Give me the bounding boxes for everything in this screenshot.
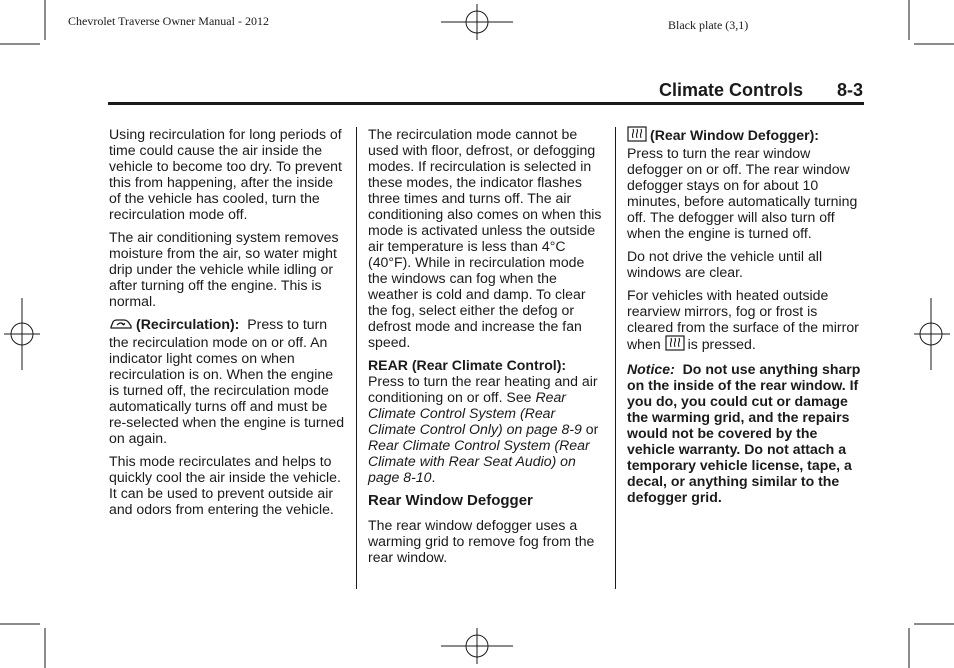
paragraph: [109, 316, 346, 446]
section-heading: Rear Window Defogger: [368, 492, 533, 509]
cross-reference-link[interactable]: Rear Climate Control System (Rear Climate Control Only) on page 8-9: [368, 389, 582, 437]
paragraph: The rear window defogger uses a warming grid to remove fog from the rear window.: [368, 517, 595, 565]
paragraph: The recirculation mode cannot be used with floor, defrost, or defogging modes. If recirculation is selected in these modes, the indicator flashes three times and turns off. The air conditioning also comes on when this mode is activated unless the outside air temperature is less than 4°C (40°F). While in recirculation mode the windows can fog when the weather is cold and damp. To clear the fog, select either the defog or defrost mode and increase the fan speed.: [368, 126, 602, 350]
column-divider: [615, 127, 616, 589]
registration-mark-bottom: [441, 628, 513, 664]
cross-reference-link[interactable]: Rear Climate Control System (Rear Climate with Rear Seat Audio) on page 8-10: [368, 437, 590, 485]
column-1: [109, 126, 346, 524]
page-number: 8-3: [837, 80, 864, 100]
paragraph: The air conditioning system removes moisture from the air, so water might drip under the vehicle while idling or after turning off the engine. This is normal.: [109, 229, 339, 309]
column-divider: [356, 127, 357, 589]
defogger-text: Press to turn the rear window defogger on or off. The rear window defogger stays on for about 10 minutes, before automatically turning off. The defogger will also turn off when the engine is turned off.: [627, 145, 858, 241]
rear-text: Press to turn the rear heating and air conditioning on or off. See: [368, 373, 598, 405]
column-2: [368, 126, 606, 572]
notice-text: Do not use anything sharp on the inside of the rear window. If you do, you could cut or damage the warming grid, and the repairs would not be covered by the vehicle warranty. Do not attach a temporary vehicle license, tape, a decal, or anything similar to the defogger grid.: [627, 361, 861, 505]
header-rule: [108, 102, 864, 105]
mirror-text: For vehicles with heated outside rearview mirrors, fog or frost is cleared from the surface of the mirror when: [627, 287, 859, 352]
section-title: Climate Controls: [659, 80, 804, 100]
defogger-label: (Rear Window Defogger):: [650, 127, 819, 143]
mirror-text-end: is pressed.: [687, 336, 756, 352]
plate-label: Black plate (3,1): [668, 18, 749, 32]
registration-mark-right: [914, 298, 950, 370]
notice-label: Notice:: [627, 361, 675, 377]
paragraph: Do not drive the vehicle until all windows are clear.: [627, 248, 823, 280]
paragraph: This mode recirculates and helps to quickly cool the air inside the vehicle. It can be used to prevent outside air and odors from entering the vehicle.: [109, 453, 341, 517]
manual-title: Chevrolet Traverse Owner Manual - 2012: [68, 14, 269, 28]
recirculation-icon: [109, 317, 133, 334]
recirculation-label: (Recirculation):: [136, 316, 240, 332]
paragraph: Using recirculation for long periods of time could cause the air inside the vehicle to become too dry. To prevent this from happening, after the inside of the vehicle has cooled, turn the recirculation mode off.: [109, 126, 342, 222]
registration-mark-top: [441, 4, 513, 40]
column-3: [627, 126, 864, 512]
registration-mark-left: [4, 298, 40, 370]
recirculation-text: Press to turn the recirculation mode on or off. An indicator light comes on when recirculation is on. When the engine is turned off, the recirculation mode automatically turns off and must be re-selected when the engine is turned on again.: [109, 316, 345, 446]
rear-label: REAR (Rear Climate Control):: [368, 357, 567, 373]
rear-end: .: [431, 469, 436, 485]
notice-paragraph: [627, 361, 864, 505]
paragraph: [627, 287, 864, 354]
rear-defogger-icon: [627, 126, 647, 145]
paragraph: [368, 357, 606, 485]
rear-defogger-icon: [665, 335, 685, 354]
rear-or: or: [585, 421, 599, 437]
paragraph: [627, 126, 864, 241]
